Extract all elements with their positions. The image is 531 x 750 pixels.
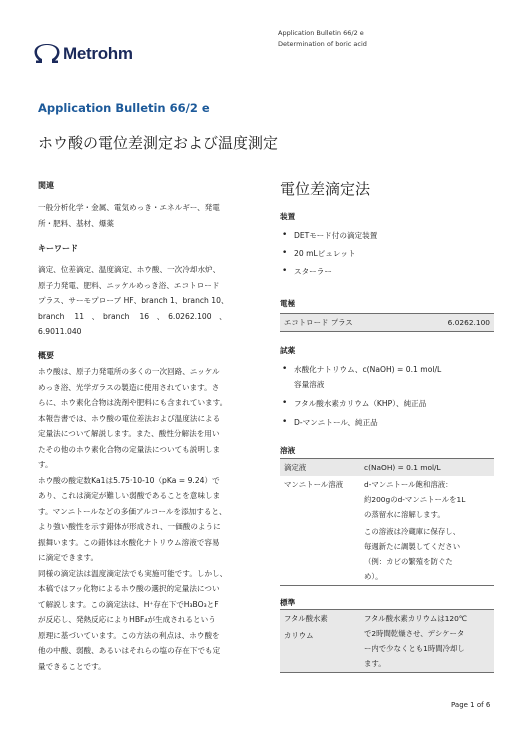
- solutions-table: [280, 458, 494, 586]
- related-line: 一般分析化学・金属、電気めっき・エネルギー、発電: [38, 203, 220, 212]
- summary-text: [38, 364, 260, 674]
- summary-line: 定量法について解説します。また、酸性分解法を用い: [38, 429, 220, 438]
- electrode-table: [280, 313, 494, 332]
- standard-label: フタル酸水素 カリウム: [284, 614, 328, 640]
- summary-line: が反応し、発熱反応によりHBF₄が生成されるという: [38, 615, 216, 624]
- summary-line: 本報告書では、ホウ酸の電位差法および温度法による: [38, 413, 221, 423]
- related-heading: 関連: [38, 181, 54, 190]
- related-text: [38, 200, 260, 231]
- keywords-text: [38, 262, 260, 340]
- omega-icon: [34, 44, 60, 64]
- summary-line: らに、ホウ素化合物は洗剤や肥料にも含まれています。: [38, 398, 228, 407]
- bullet-icon: •: [282, 230, 288, 240]
- logo-wordmark: Metrohm: [63, 44, 133, 63]
- standard-heading: 標準: [280, 598, 296, 607]
- keywords-heading: キーワード: [38, 244, 78, 253]
- reagents-list: [280, 362, 494, 430]
- standard-table: [280, 609, 494, 673]
- summary-line: す。: [38, 460, 53, 469]
- summary-line: あり、これは滴定が難しい弱酸であることを意味しま: [38, 491, 221, 500]
- table-row: [280, 314, 494, 331]
- bullet-icon: •: [282, 417, 288, 427]
- keywords-line: 原子力発電、肥料、ニッケルめっき浴、エコトロード: [38, 280, 220, 290]
- list-item: • D-マンニトール、純正品: [280, 415, 494, 430]
- summary-line: 他の中酸、弱酸、あるいはそれらの塩の存在下でも定: [38, 646, 221, 655]
- bullet-icon: •: [282, 248, 288, 258]
- list-item: • DETモード付の滴定装置: [280, 228, 494, 243]
- summary-line: に滴定できます。: [38, 553, 99, 562]
- summary-line: ホウ酸は、原子力発電所の多くの一次回路、ニッケル: [38, 367, 220, 376]
- reagents-heading: 試薬: [280, 346, 296, 355]
- header-subject: Determination of boric acid: [278, 40, 367, 48]
- summary-line: 振舞います。この錯体は水酸化ナトリウム溶液で容易: [38, 537, 220, 547]
- solution-label: マンニトール溶液: [280, 476, 360, 585]
- keywords-line: プラス、サーモプローブ HF、branch 1、branch 10、: [38, 296, 229, 305]
- bullet-icon: •: [282, 266, 288, 276]
- solution-value: c(NaOH) = 0.1 mol/L: [360, 459, 494, 476]
- summary-section: [38, 350, 260, 361]
- bullet-icon: •: [282, 364, 288, 374]
- electrode-heading: 電極: [280, 299, 296, 308]
- bullet-icon: •: [282, 398, 288, 408]
- electrode-name: エコトロード プラス: [284, 318, 353, 327]
- summary-line: て解説します。この滴定法は、H⁺存在下でH₃BO₃とF: [38, 599, 219, 609]
- summary-line: 本稿ではフッ化物によるホウ酸の選択的定量法につい: [38, 584, 220, 593]
- list-item: • フタル酸水素カリウム（KHP）、純正品: [280, 396, 494, 411]
- solution-label: 滴定液: [280, 459, 360, 476]
- keywords-line: branch 11 、 branch 16 、 6.0262.100 、: [38, 311, 227, 321]
- electrode-code: 6.0262.100: [447, 318, 490, 327]
- summary-line: たその他のホウ素化合物の定量法についても説明しま: [38, 444, 221, 454]
- document-header: [278, 28, 367, 50]
- summary-heading: 概要: [38, 351, 54, 360]
- list-item: • 水酸化ナトリウム、c(NaOH) = 0.1 mol/L 容量溶液: [282, 364, 442, 389]
- keywords-line: 滴定、位差滴定、温度滴定、ホウ酸、一次冷却水炉、: [38, 265, 221, 274]
- summary-line: 原理に基づいています。この方法の利点は、ホウ酸を: [38, 630, 220, 640]
- summary-line: ホウ酸の酸定数Ka1は5.75·10-10（pKa = 9.24）で: [38, 475, 220, 485]
- table-row: [280, 459, 494, 476]
- page-title: ホウ酸の電位差測定および温度測定: [38, 134, 279, 152]
- related-line: 所・肥料、基材、爆薬: [38, 218, 114, 228]
- summary-line: す。マンニトールなどの多価アルコールを添加すると、: [38, 506, 227, 516]
- page-number: Page 1 of 6: [451, 701, 491, 709]
- table-row: [280, 476, 494, 585]
- list-item: • 20 mLビュレット: [280, 246, 494, 261]
- equipment-list: [280, 228, 494, 279]
- summary-line: めっき浴、光学ガラスの製造に使用されています。さ: [38, 382, 220, 392]
- summary-line: 量できることです。: [38, 661, 106, 671]
- keywords-section: [38, 243, 260, 254]
- summary-line: 同様の滴定法は温度滴定法でも実施可能です。しかし、: [38, 568, 228, 578]
- section-title: 電位差滴定法: [280, 180, 371, 198]
- list-item: • スターラー: [280, 264, 494, 279]
- standard-value: フタル酸水素カリウムは120℃ で2時間乾燥させ、デシケータ ー内で少なくとも1時間冷却し ます。: [364, 614, 468, 668]
- bulletin-label: Application Bulletin 66/2 e: [38, 101, 210, 115]
- related-section: [38, 180, 260, 191]
- solutions-heading: 溶液: [280, 446, 296, 455]
- header-bulletin: Application Bulletin 66/2 e: [278, 29, 364, 37]
- table-row: [280, 610, 494, 672]
- metrohm-logo: [34, 44, 133, 64]
- solution-value: d-マンニトール飽和溶液： 約200gのd-マンニトールを1L の蒸留水に溶解します。 この溶液は冷蔵庫に保存し、 毎週新たに調製してください （例：カビの繁殖を防ぐた め）。: [360, 476, 494, 585]
- summary-line: より強い酸性を示す錯体が形成され、一価酸のように: [38, 522, 221, 531]
- keywords-line: 6.9011.040: [38, 327, 82, 336]
- equipment-heading: 装置: [280, 212, 296, 221]
